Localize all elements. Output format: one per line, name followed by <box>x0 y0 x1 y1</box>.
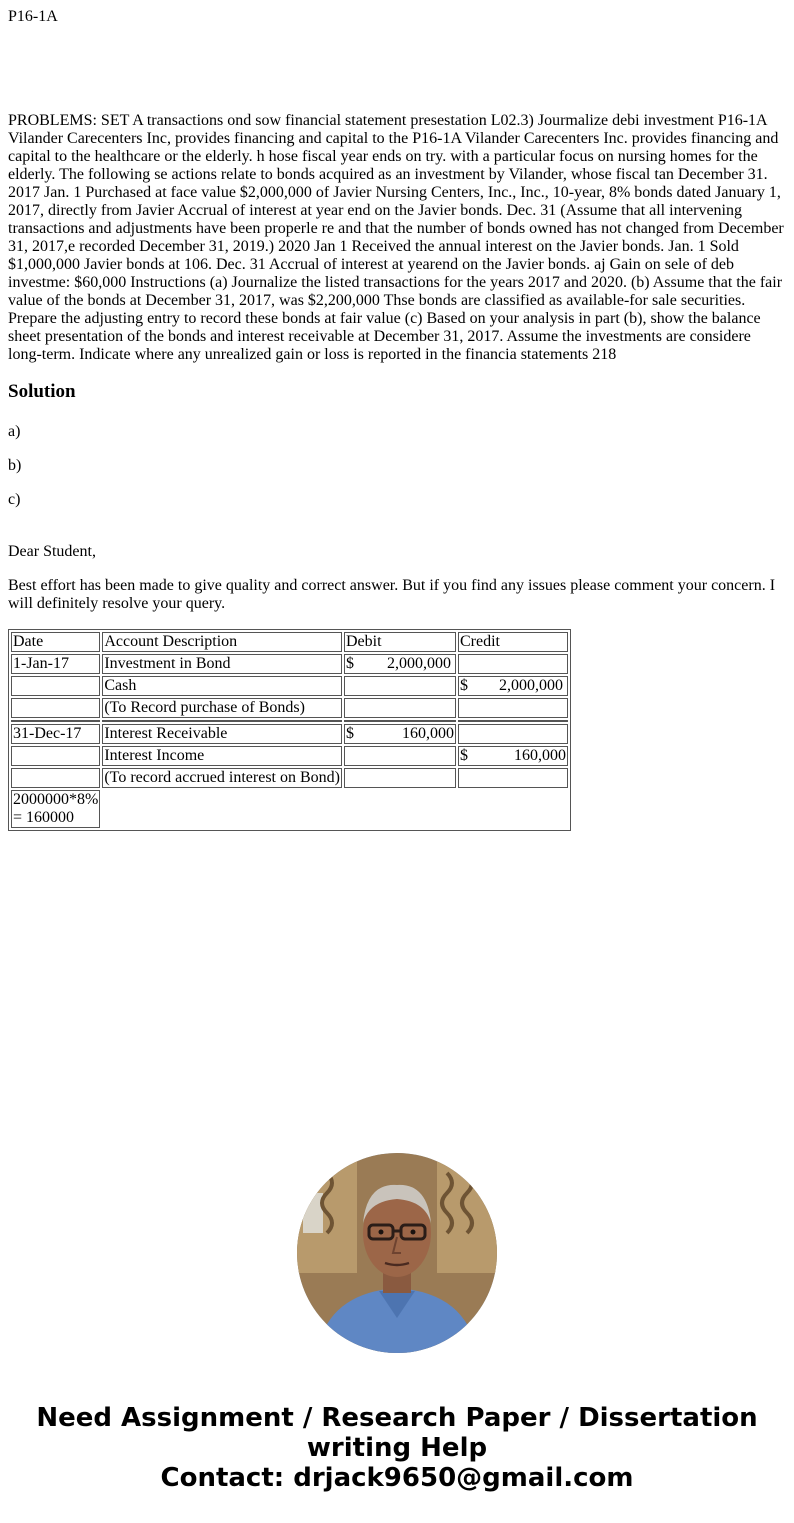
empty-cell <box>344 720 456 722</box>
entry1-credit-amount-cell <box>458 676 568 696</box>
table-header-row <box>11 632 568 652</box>
author-portrait-image <box>297 1153 497 1353</box>
part-c-label: c) <box>8 491 21 508</box>
entry1-credit-account: Cash <box>102 676 342 696</box>
entry1-credit-cell <box>458 654 568 674</box>
entry1-debit-account: Investment in Bond <box>102 654 342 674</box>
empty-cell <box>11 698 100 718</box>
entry1-debit-cell <box>344 654 456 674</box>
entry2-debit-amount: 160,000 <box>402 725 454 742</box>
empty-cell <box>458 698 568 718</box>
empty-cell <box>344 790 456 828</box>
greeting: Dear Student, <box>8 543 96 560</box>
interest-calculation: 2000000*8% = 160000 <box>13 791 99 826</box>
footer-line-2: writing Help <box>306 1433 488 1463</box>
table-spacer-row <box>11 720 568 722</box>
empty-cell <box>102 790 342 828</box>
currency-symbol: $ <box>460 677 468 694</box>
header-debit: Debit <box>344 632 456 652</box>
currency-symbol: $ <box>346 655 354 672</box>
entry2-credit-amount-cell <box>458 746 568 766</box>
empty-cell <box>102 720 342 722</box>
entry1-credit-amount: 2,000,000 <box>499 677 563 694</box>
entry2-date: 31-Dec-17 <box>11 724 100 744</box>
empty-cell <box>458 790 568 828</box>
part-a-label: a) <box>8 423 21 440</box>
header-credit: Credit <box>458 632 568 652</box>
entry1-date: 1-Jan-17 <box>11 654 100 674</box>
author-photo <box>297 1153 497 1353</box>
table-row <box>11 746 568 766</box>
entry2-credit-account: Interest Income <box>102 746 342 766</box>
table-row <box>11 676 568 696</box>
entry2-narration: (To record accrued interest on Bond) <box>104 769 340 786</box>
entry2-debit-cell <box>344 724 456 744</box>
empty-cell <box>344 676 456 696</box>
page-title: P16-1A <box>8 8 58 25</box>
currency-symbol: $ <box>346 725 354 742</box>
entry1-debit-amount: 2,000,000 <box>387 655 451 672</box>
support-note: Best effort has been made to give quality and correct answer. But if you find any issues please comment your concern. I will definitely resolve your query. <box>8 577 776 612</box>
empty-cell <box>11 746 100 766</box>
header-date: Date <box>11 632 100 652</box>
footer-advertisement <box>0 1403 794 1493</box>
header-account-description: Account Description <box>102 632 342 652</box>
empty-cell <box>344 768 456 788</box>
journal-entries-table <box>8 629 571 831</box>
empty-cell <box>344 698 456 718</box>
footer-contact: Contact: drjack9650@gmail.com <box>160 1463 634 1493</box>
problem-statement: PROBLEMS: SET A transactions ond sow financial statement presestation L02.3) Jourmalize debi investment P16-1A Vilander Carecenters Inc, provides financing and capital to the P16-1A Vilander Carecenters Inc. provides financing and capital to the healthcare or the elderly. h hose fiscal year ends on try. with a particular focus on nursing homes for the elderly. The following se actions relate to bonds acquired as an investment by Vilander, whose fiscal tan December 31. 2017 Jan. 1 Purchased at face value $2,000,000 of Javier Nursing Centers, Inc., Inc., 10-year, 8% bonds dated January 1, 2017, directly from Javier Accrual of interest at year end on the Javier bonds. Dec. 31 (Assume that all intervening transactions and adjustments have been properle re and that the number of bonds owned has not changed from December 31, 2017,e recorded December 31, 2019.) 2020 Jan 1 Received the annual interest on the Javier bonds. Jan. 1 Sold $1,000,000 Javier bonds at 106. Dec. 31 Accrual of interest at yearend on the Javier bonds. aj Gain on sele of deb investme: $60,000 Instructions (a) Journalize the listed transactions for the years 2017 and 2020. (b) Assume that the fair value of the bonds at December 31, 2017, was $2,200,000 Thse bonds are classified as available-for sale securities. Prepare the adjusting entry to record these bonds at fair value (c) Based on your analysis in part (b), show the balance sheet presentation of the bonds and interest receivable at December 31, 2017. Assume the investments are considere long-term. Indicate where any unrealized gain or loss is reported in the financia statements 218 <box>8 112 784 363</box>
table-row <box>11 654 568 674</box>
table-row <box>11 768 568 788</box>
entry2-credit-amount: 160,000 <box>514 747 566 764</box>
entry1-narration: (To Record purchase of Bonds) <box>102 698 342 718</box>
empty-cell <box>344 746 456 766</box>
table-row <box>11 698 568 718</box>
footer-line-1: Need Assignment / Research Paper / Dissertation <box>36 1403 758 1433</box>
entry2-debit-account: Interest Receivable <box>102 724 342 744</box>
empty-cell <box>11 720 100 722</box>
table-row <box>11 790 568 828</box>
solution-heading: Solution <box>8 381 76 402</box>
empty-cell <box>11 768 100 788</box>
currency-symbol: $ <box>460 747 468 764</box>
empty-cell <box>458 720 568 722</box>
part-b-label: b) <box>8 457 22 474</box>
table-row <box>11 724 568 744</box>
empty-cell <box>11 676 100 696</box>
empty-cell <box>458 724 568 744</box>
empty-cell <box>458 768 568 788</box>
